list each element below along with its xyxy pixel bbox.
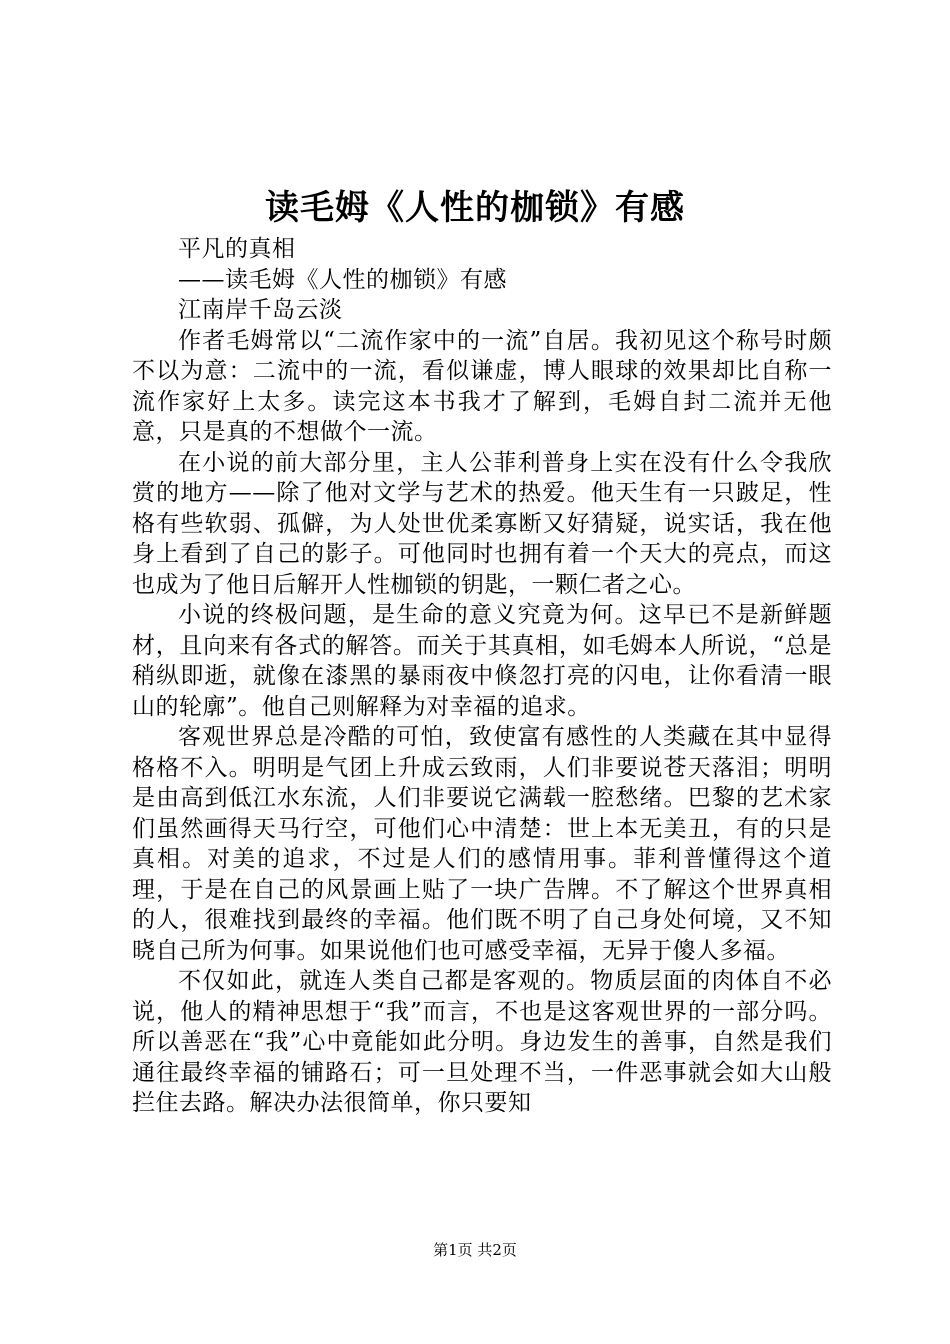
- body-paragraph: 作者毛姆常以“二流作家中的一流”自居。我初见这个称号时颇不以为意：二流中的一流，看似谦虚，博人眼球的效果却比自称一流作家好上太多。读完这本书我才了解到，毛姆自封二流并无他意，只是真的不想做个一流。: [132, 327, 832, 445]
- body-paragraph: 不仅如此，就连人类自己都是客观的。物质层面的肉体自不必说，他人的精神思想于“我”而言，不也是这客观世界的一部分吗。所以善恶在“我”心中竟能如此分明。身边发生的善事，自然是我们通往最终幸福的铺路石；可一旦处理不当，一件恶事就会如大山般拦住去路。解决办法很简单，你只要知: [132, 968, 832, 1116]
- body-paragraph: 客观世界总是冷酷的可怕，致使富有感性的人类藏在其中显得格格不入。明明是气团上升成云致雨，人们非要说苍天落泪；明明是由高到低江水东流，人们非要说它满载一腔愁绪。巴黎的艺术家们虽然画得天马行空，可他们心中清楚：世上本无美丑，有的只是真相。对美的追求，不过是人们的感情用事。菲利普懂得这个道理，于是在自己的风景画上贴了一块广告牌。不了解这个世界真相的人，很难找到最终的幸福。他们既不明了自己身处何境，又不知晓自己所为何事。如果说他们也可感受幸福，无异于傻人多福。: [132, 724, 832, 964]
- author-line: 江南岸千岛云淡: [178, 297, 343, 323]
- body-paragraph: 在小说的前大部分里，主人公菲利普身上实在没有什么令我欣赏的地方——除了他对文学与艺术的热爱。他天生有一只跛足，性格有些软弱、孤僻，为人处世优柔寡断又好猜疑，说实话，我在他身上看到了自己的影子。可他同时也拥有着一个天大的亮点，而这也成为了他日后解开人性枷锁的钥匙，一颗仁者之心。: [132, 449, 832, 598]
- document-body: [132, 234, 832, 1119]
- document-title: 读毛姆《人性的枷锁》有感: [265, 188, 685, 228]
- body-paragraph: 小说的终极问题，是生命的意义究竟为何。这早已不是新鲜题材，且向来有各式的解答。而关于其真相，如毛姆本人所说，“总是稍纵即逝，就像在漆黑的暴雨夜中倏忽打亮的闪电，让你看清一眼山的轮廓”。他自己则解释为对幸福的追求。: [132, 602, 832, 720]
- subtitle-line: 平凡的真相: [178, 236, 296, 262]
- page-footer: 第1页 共2页: [433, 1241, 517, 1259]
- subtitle-line: ——读毛姆《人性的枷锁》有感: [178, 266, 507, 293]
